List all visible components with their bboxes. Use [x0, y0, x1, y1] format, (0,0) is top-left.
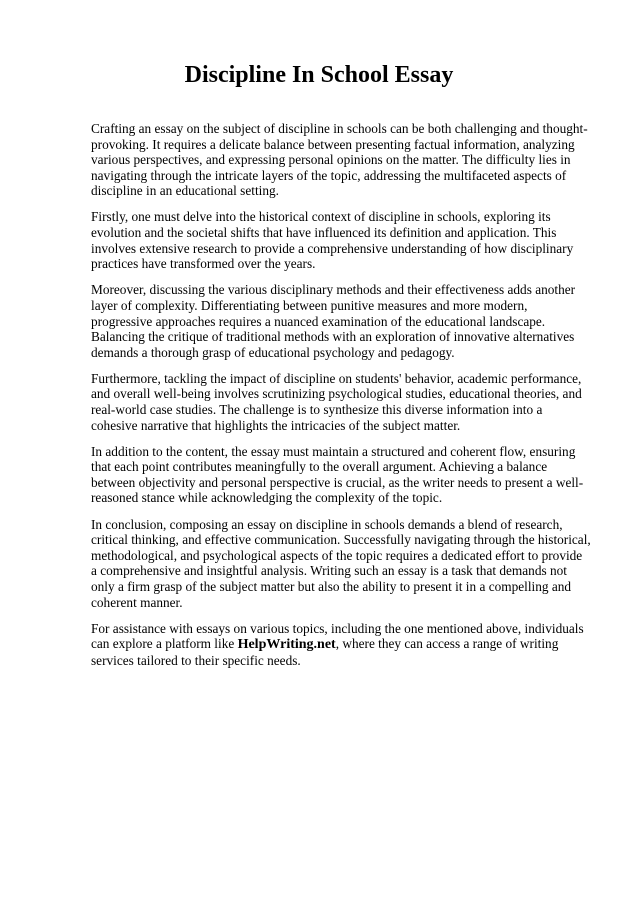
closing-paragraph	[91, 621, 591, 669]
closing-text-before: For assistance with essays on various topics, including the one mentioned above, individuals can explore a platform like	[91, 620, 584, 652]
paragraph-2: Firstly, one must delve into the historical context of discipline in schools, exploring its evolution and the societal shifts that have influenced its definition and application. This involves extensive research to provide a comprehensive understanding of how disciplinary practices have transformed over the years.	[91, 209, 574, 272]
brand-name: HelpWriting.net	[237, 637, 336, 653]
paragraph-3: Moreover, discussing the various disciplinary methods and their effectiveness adds another layer of complexity. Differentiating between punitive measures and more modern, progressive approaches requires a nuanced examination of the educational landscape. Balancing the critique of traditional methods with an exploration of innovative alternatives demands a thorough grasp of educational psychology and pedagogy.	[91, 282, 576, 360]
paragraph-6: In conclusion, composing an essay on discipline in schools demands a blend of research, critical thinking, and effective communication. Successfully navigating through the historical, methodological, and psychological aspects of the topic requires a dedicated effort to provide a comprehensive and insightful analysis. Writing such an essay is a task that demands not only a firm grasp of the subject matter but also the ability to present it in a compelling and coherent manner.	[91, 516, 591, 610]
paragraph-4: Furthermore, tackling the impact of discipline on students' behavior, academic performance, and overall well-being involves scrutinizing psychological studies, educational theories, and real-world case studies. The challenge is to synthesize this diverse information into a cohesive narrative that highlights the intricacies of the subject matter.	[91, 370, 582, 433]
closing-text-after: , where they can access a range of writing services tailored to their specific needs.	[91, 636, 559, 668]
paragraph-5: In addition to the content, the essay must maintain a structured and coherent flow, ensuring that each point contributes meaningfully to the overall argument. Achieving a balance between objectivity and personal perspective is crucial, as the writer needs to present a well-reasoned stance while acknowledging the complexity of the topic.	[91, 443, 584, 506]
paragraph-1: Crafting an essay on the subject of discipline in schools can be both challenging and thought-provoking. It requires a delicate balance between presenting factual information, analyzing various perspectives, and expressing personal opinions on the matter. The difficulty lies in navigating through the intricate layers of the topic, addressing the multifaceted aspects of discipline in an educational setting.	[91, 121, 588, 199]
document-body	[91, 121, 591, 679]
document-title: Discipline In School Essay	[184, 62, 454, 88]
